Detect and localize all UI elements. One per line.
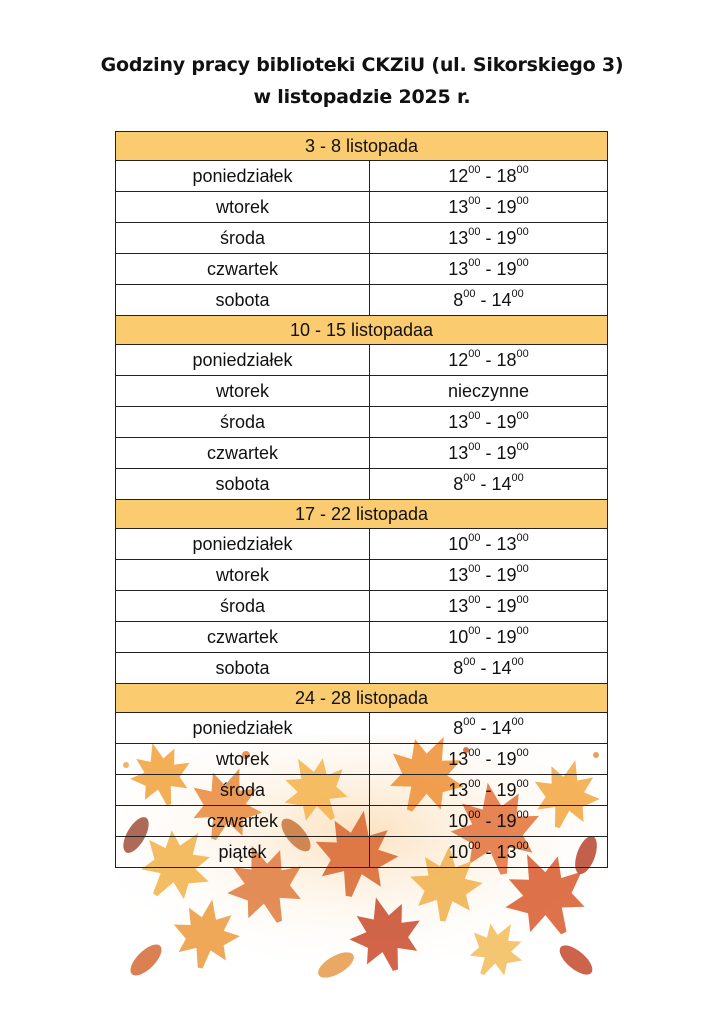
from-minutes: 00 [468,195,481,207]
day-row [116,469,608,500]
time-separator: - [485,443,492,463]
hours-cell [370,407,608,438]
hours-cell [370,653,608,684]
to-hour: 19 [496,443,517,463]
day-name: poniedziałek [116,529,370,560]
from-minutes: 00 [463,288,476,300]
week-header-row [116,316,608,345]
day-row [116,622,608,653]
to-minutes: 00 [516,532,529,544]
from-minutes: 00 [468,809,481,821]
time-separator: - [485,412,492,432]
hours-cell [370,161,608,192]
closed-label: nieczynne [447,381,530,401]
to-hour: 19 [496,780,517,800]
day-row [116,345,608,376]
day-name: czwartek [116,438,370,469]
time-separator: - [485,749,492,769]
from-hour: 8 [453,290,464,310]
to-minutes: 00 [516,809,529,821]
hours-cell [370,438,608,469]
to-hour: 14 [491,290,512,310]
week-header-row [116,684,608,713]
from-hour: 13 [448,780,469,800]
to-hour: 19 [496,627,517,647]
from-minutes: 00 [468,563,481,575]
to-minutes: 00 [511,716,524,728]
day-name: środa [116,775,370,806]
to-hour: 13 [496,842,517,862]
day-row [116,223,608,254]
day-row [116,192,608,223]
day-name: wtorek [116,192,370,223]
to-minutes: 00 [516,594,529,606]
day-row [116,837,608,868]
to-hour: 18 [496,166,517,186]
from-hour: 12 [448,350,469,370]
from-hour: 10 [448,627,469,647]
to-minutes: 00 [516,441,529,453]
to-minutes: 00 [516,257,529,269]
time-separator: - [480,658,487,678]
from-hour: 13 [448,197,469,217]
day-name: środa [116,407,370,438]
to-hour: 19 [496,565,517,585]
page-title: Godziny pracy biblioteki CKZiU (ul. Sikorskiego 3) [100,54,624,76]
day-row [116,161,608,192]
day-row [116,806,608,837]
day-name: czwartek [116,806,370,837]
time-separator: - [485,811,492,831]
from-hour: 8 [453,718,464,738]
opening-hours-table [115,131,608,868]
from-hour: 13 [448,596,469,616]
hours-cell [370,192,608,223]
from-minutes: 00 [468,164,481,176]
page-subtitle: w listopadzie 2025 r. [253,86,471,108]
hours-cell [370,254,608,285]
from-hour: 10 [448,534,469,554]
to-minutes: 00 [511,288,524,300]
to-minutes: 00 [516,747,529,759]
day-row [116,407,608,438]
from-minutes: 00 [468,410,481,422]
from-hour: 13 [448,443,469,463]
from-hour: 10 [448,842,469,862]
time-separator: - [485,350,492,370]
to-hour: 19 [496,197,517,217]
hours-cell [370,837,608,868]
hours-cell [370,529,608,560]
hours-cell [370,713,608,744]
week-label: 3 - 8 listopada [116,132,608,161]
from-hour: 13 [448,565,469,585]
day-row [116,376,608,407]
from-minutes: 00 [468,625,481,637]
from-hour: 13 [448,228,469,248]
hours-cell [370,775,608,806]
day-name: wtorek [116,560,370,591]
from-hour: 8 [453,658,464,678]
to-hour: 19 [496,749,517,769]
time-separator: - [485,534,492,554]
to-minutes: 00 [516,226,529,238]
to-minutes: 00 [516,563,529,575]
day-name: poniedziałek [116,713,370,744]
day-name: sobota [116,285,370,316]
time-separator: - [485,197,492,217]
from-minutes: 00 [468,532,481,544]
day-name: wtorek [116,376,370,407]
from-minutes: 00 [468,778,481,790]
day-name: czwartek [116,254,370,285]
day-name: piątek [116,837,370,868]
day-name: sobota [116,469,370,500]
to-minutes: 00 [511,472,524,484]
time-separator: - [485,842,492,862]
time-separator: - [485,166,492,186]
hours-cell [370,591,608,622]
to-hour: 19 [496,811,517,831]
to-hour: 19 [496,259,517,279]
time-separator: - [480,718,487,738]
from-minutes: 00 [463,656,476,668]
from-minutes: 00 [468,840,481,852]
from-hour: 12 [448,166,469,186]
day-row [116,713,608,744]
to-minutes: 00 [516,778,529,790]
week-label: 10 - 15 listopadaa [116,316,608,345]
week-header-row [116,500,608,529]
from-hour: 13 [448,412,469,432]
from-minutes: 00 [468,257,481,269]
to-minutes: 00 [516,164,529,176]
from-minutes: 00 [463,716,476,728]
time-separator: - [485,565,492,585]
day-row [116,254,608,285]
day-name: poniedziałek [116,345,370,376]
from-minutes: 00 [468,226,481,238]
hours-cell [370,560,608,591]
to-hour: 14 [491,474,512,494]
from-minutes: 00 [468,747,481,759]
day-name: czwartek [116,622,370,653]
from-minutes: 00 [468,441,481,453]
day-name: poniedziałek [116,161,370,192]
from-minutes: 00 [468,348,481,360]
to-hour: 13 [496,534,517,554]
to-hour: 19 [496,228,517,248]
to-hour: 14 [491,718,512,738]
to-minutes: 00 [511,656,524,668]
hours-cell [370,223,608,254]
day-name: sobota [116,653,370,684]
from-hour: 13 [448,749,469,769]
day-row [116,653,608,684]
hours-cell [370,622,608,653]
to-hour: 14 [491,658,512,678]
to-minutes: 00 [516,625,529,637]
to-minutes: 00 [516,840,529,852]
time-separator: - [485,627,492,647]
from-hour: 8 [453,474,464,494]
week-label: 24 - 28 listopada [116,684,608,713]
day-row [116,560,608,591]
to-minutes: 00 [516,410,529,422]
day-name: środa [116,591,370,622]
hours-cell [370,744,608,775]
time-separator: - [485,780,492,800]
hours-cell [370,285,608,316]
hours-cell [370,376,608,407]
day-row [116,775,608,806]
time-separator: - [485,596,492,616]
to-minutes: 00 [516,195,529,207]
day-name: środa [116,223,370,254]
hours-cell [370,469,608,500]
day-row [116,438,608,469]
from-hour: 10 [448,811,469,831]
to-hour: 19 [496,596,517,616]
day-row [116,591,608,622]
time-separator: - [480,474,487,494]
hours-cell [370,806,608,837]
from-hour: 13 [448,259,469,279]
to-minutes: 00 [516,348,529,360]
from-minutes: 00 [468,594,481,606]
day-name: wtorek [116,744,370,775]
time-separator: - [485,259,492,279]
day-row [116,529,608,560]
time-separator: - [485,228,492,248]
to-hour: 18 [496,350,517,370]
time-separator: - [480,290,487,310]
to-hour: 19 [496,412,517,432]
from-minutes: 00 [463,472,476,484]
week-label: 17 - 22 listopada [116,500,608,529]
hours-cell [370,345,608,376]
day-row [116,285,608,316]
week-header-row [116,132,608,161]
day-row [116,744,608,775]
